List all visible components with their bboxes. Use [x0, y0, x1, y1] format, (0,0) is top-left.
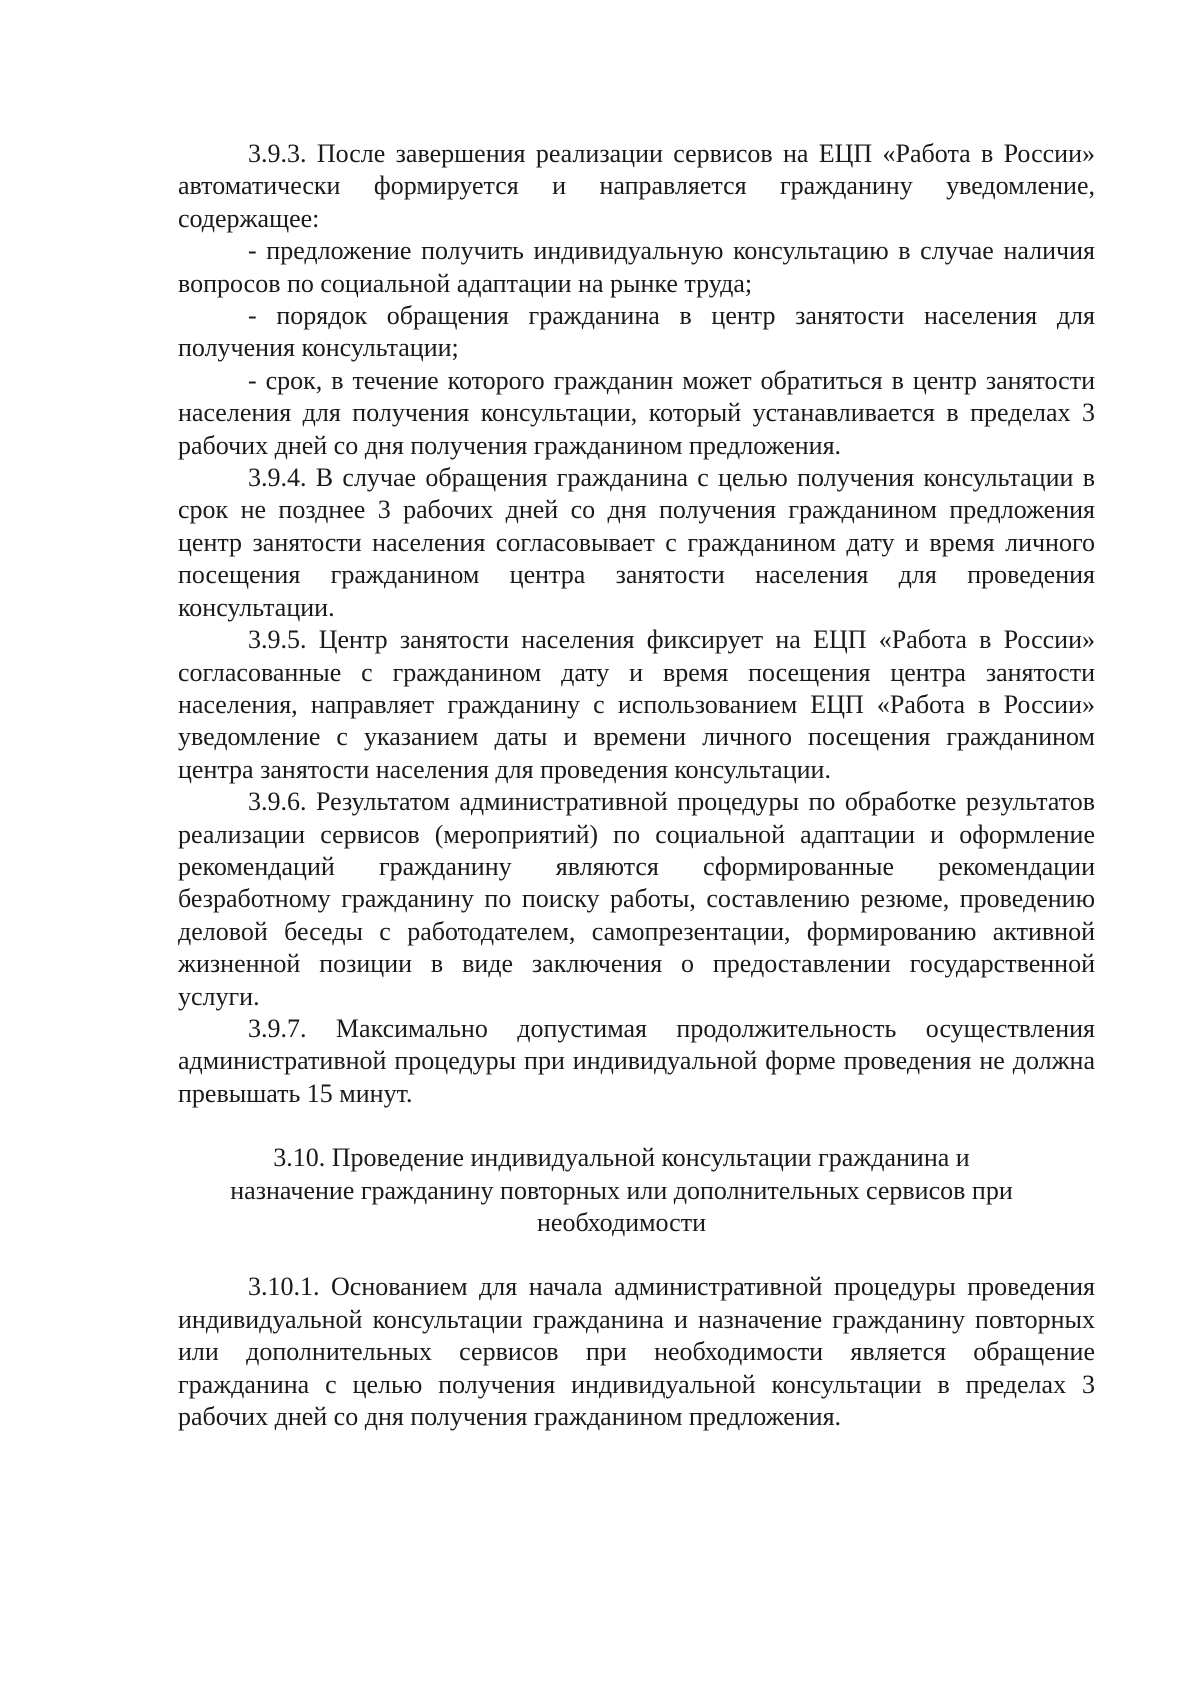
document-page: [178, 138, 1095, 1433]
list-item-offer: - предложение получить индивидуальную консультацию в случае наличия вопросов по социальной адаптации на рынке труда;: [178, 236, 1095, 298]
paragraph-3-9-7: 3.9.7. Максимально допустимая продолжительность осуществления административной процедуры при индивидуальной форме проведения не должна превышать 15 минут.: [178, 1013, 1095, 1108]
paragraph-3-10-1: 3.10.1. Основанием для начала административной процедуры проведения индивидуальной консультации гражданина и назначение гражданину повторных или дополнительных сервисов при необходимости является обращение гражданина с целью получения индивидуальной консультации в пределах 3 рабочих дней со дня получения гражданином предложения.: [178, 1272, 1095, 1432]
paragraph-3-9-6: 3.9.6. Результатом административной процедуры по обработке результатов реализации сервисов (мероприятий) по социальной адаптации и оформление рекомендаций гражданину являются сформированные рекомендации безработному гражданину по поиску работы, составлению резюме, проведению деловой беседы с работодателем, самопрезентации, формированию активной жизненной позиции в виде заключения о предоставлении государственной услуги.: [178, 787, 1095, 1011]
section-heading-line-1: 3.10. Проведение индивидуальной консультации гражданина и: [273, 1143, 970, 1173]
list-item-procedure: - порядок обращения гражданина в центр занятости населения для получения консультации;: [178, 301, 1095, 363]
paragraph-3-9-4: 3.9.4. В случае обращения гражданина с целью получения консультации в срок не позднее 3 рабочих дней со дня получения гражданином предложения центр занятости населения согласовывает с гражданином дату и время личного посещения гражданином центра занятости населения для проведения консультации.: [178, 463, 1095, 622]
section-heading-3-10: [178, 1142, 1095, 1239]
list-item-deadline: - срок, в течение которого гражданин может обратиться в центр занятости населения для получения консультации, который устанавливается в пределах 3 рабочих дней со дня получения гражданином предложения.: [178, 365, 1095, 460]
paragraph-3-9-3: 3.9.3. После завершения реализации сервисов на ЕЦП «Работа в России» автоматически формируется и направляется гражданину уведомление, содержащее:: [178, 139, 1095, 233]
section-heading-line-3: необходимости: [536, 1208, 706, 1237]
paragraph-3-9-5: 3.9.5. Центр занятости населения фиксирует на ЕЦП «Работа в России» согласованные с гражданином дату и время посещения центра занятости населения, направляет гражданину с использованием ЕЦП «Работа в России» уведомление с указанием даты и времени личного посещения гражданином центра занятости населения для проведения консультации.: [178, 625, 1095, 784]
section-heading-line-2: назначение гражданину повторных или дополнительных сервисов при: [230, 1175, 1013, 1205]
